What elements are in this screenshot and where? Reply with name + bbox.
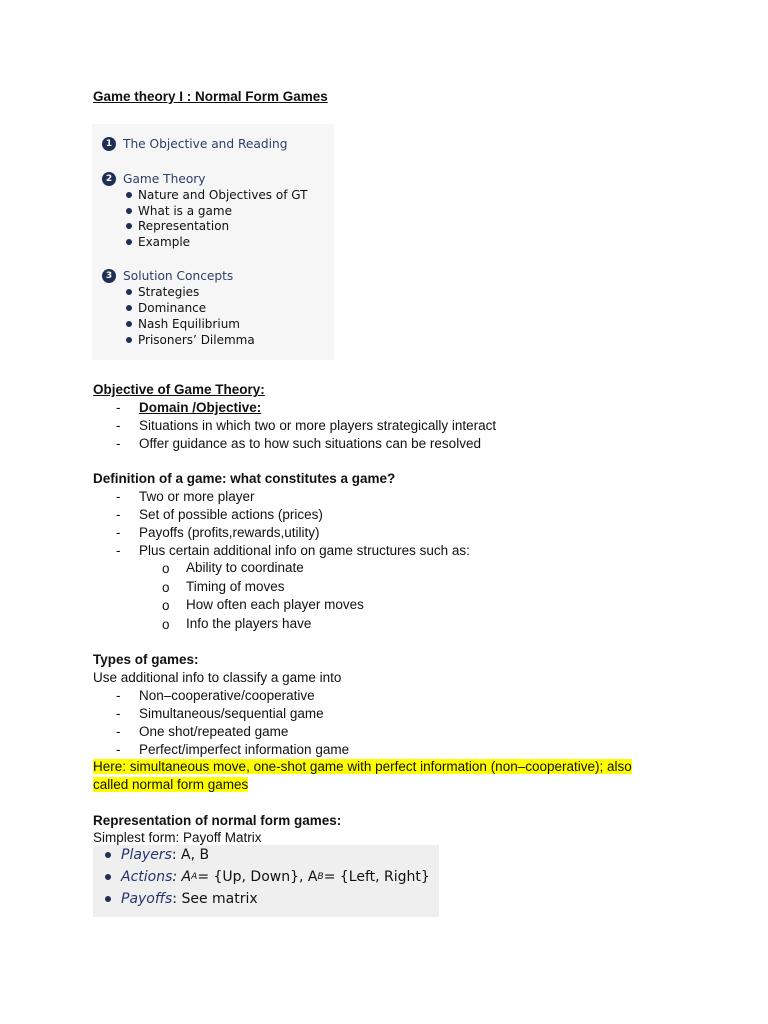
definition-subbullet: Ability to coordinate bbox=[186, 560, 304, 575]
outline-section-2 bbox=[102, 172, 206, 186]
bullet-icon bbox=[126, 208, 132, 214]
outline-item-label: Example bbox=[138, 235, 191, 249]
representation-heading: Representation of normal form games: bbox=[93, 813, 342, 828]
outline-item bbox=[126, 285, 199, 299]
payoffs-value: : See matrix bbox=[172, 891, 258, 907]
players-row bbox=[105, 847, 209, 863]
highlighted-note-line-1 bbox=[93, 758, 632, 775]
bullet-icon bbox=[105, 852, 111, 858]
bullet-icon bbox=[126, 239, 132, 245]
dash-bullet: - bbox=[116, 525, 121, 540]
actions-value: : A bbox=[172, 869, 192, 885]
outline-item bbox=[126, 317, 240, 331]
players-value: : A, B bbox=[171, 847, 210, 863]
section-number-badge: 3 bbox=[102, 269, 116, 283]
dash-bullet: - bbox=[116, 489, 121, 504]
dash-bullet: - bbox=[116, 688, 121, 703]
objective-bullet: Offer guidance as to how such situations can be resolved bbox=[139, 436, 481, 451]
actions-label: Actions bbox=[121, 869, 173, 885]
objective-heading: Objective of Game Theory: bbox=[93, 382, 265, 397]
circle-bullet: o bbox=[162, 561, 170, 576]
outline-item-label: Prisoners’ Dilemma bbox=[138, 333, 255, 347]
outline-section-label: The Objective and Reading bbox=[123, 137, 288, 151]
players-label: Players bbox=[121, 847, 172, 863]
outline-item bbox=[126, 188, 307, 202]
payoffs-label: Payoffs bbox=[121, 891, 173, 907]
bullet-icon bbox=[126, 192, 132, 198]
types-intro: Use additional info to classify a game into bbox=[93, 670, 342, 685]
outline-item bbox=[126, 333, 255, 347]
outline-item bbox=[126, 204, 232, 218]
definition-bullet: Plus certain additional info on game structures such as: bbox=[139, 543, 470, 558]
definition-subbullet: Info the players have bbox=[186, 616, 312, 631]
dash-bullet: - bbox=[116, 436, 121, 451]
types-bullet: Perfect/imperfect information game bbox=[139, 742, 350, 757]
outline-item bbox=[126, 235, 190, 249]
page-title: Game theory I : Normal Form Games bbox=[93, 89, 328, 104]
outline-section-label: Game Theory bbox=[123, 172, 206, 186]
dash-bullet: - bbox=[116, 543, 121, 558]
outline-item-label: What is a game bbox=[138, 204, 232, 218]
definition-subbullet: Timing of moves bbox=[186, 579, 285, 594]
bullet-icon bbox=[105, 896, 111, 902]
definition-bullet: Set of possible actions (prices) bbox=[139, 507, 323, 522]
section-number-badge: 2 bbox=[102, 172, 116, 186]
dash-bullet: - bbox=[116, 742, 121, 757]
outline-image bbox=[92, 124, 334, 360]
highlighted-text: called normal form games bbox=[93, 777, 249, 792]
bullet-icon bbox=[105, 874, 111, 880]
actions-set-a: = {Up, Down}, A bbox=[197, 869, 318, 885]
payoff-definition-image bbox=[93, 845, 439, 917]
objective-domain: Domain /Objective: bbox=[139, 400, 262, 415]
section-number-badge: 1 bbox=[102, 137, 116, 151]
outline-item-label: Nature and Objectives of GT bbox=[138, 188, 308, 202]
outline-section-3 bbox=[102, 269, 233, 283]
highlighted-note-line-2 bbox=[93, 776, 248, 793]
outline-item-label: Dominance bbox=[138, 301, 207, 315]
circle-bullet: o bbox=[162, 617, 170, 632]
circle-bullet: o bbox=[162, 580, 170, 595]
actions-row bbox=[105, 869, 430, 885]
types-bullet: Simultaneous/sequential game bbox=[139, 706, 324, 721]
dash-bullet: - bbox=[116, 724, 121, 739]
dash-bullet: - bbox=[116, 400, 121, 415]
definition-heading: Definition of a game: what constitutes a game? bbox=[93, 471, 396, 486]
definition-bullet: Two or more player bbox=[139, 489, 255, 504]
outline-section-label: Solution Concepts bbox=[123, 269, 234, 283]
dash-bullet: - bbox=[116, 418, 121, 433]
outline-item-label: Strategies bbox=[138, 285, 200, 299]
dash-bullet: - bbox=[116, 507, 121, 522]
bullet-icon bbox=[126, 321, 132, 327]
outline-section-1 bbox=[102, 137, 287, 151]
outline-item-label: Representation bbox=[138, 219, 230, 233]
bullet-icon bbox=[126, 289, 132, 295]
circle-bullet: o bbox=[162, 598, 170, 613]
definition-subbullet: How often each player moves bbox=[186, 597, 364, 612]
outline-item-label: Nash Equilibrium bbox=[138, 317, 240, 331]
subscript: B bbox=[317, 872, 324, 882]
actions-set-b: = {Left, Right} bbox=[323, 869, 430, 885]
outline-item bbox=[126, 219, 229, 233]
types-heading: Types of games: bbox=[93, 652, 199, 667]
objective-bullet: Situations in which two or more players strategically interact bbox=[139, 418, 497, 433]
definition-bullet: Payoffs (profits,rewards,utility) bbox=[139, 525, 320, 540]
dash-bullet: - bbox=[116, 706, 121, 721]
types-bullet: Non–cooperative/cooperative bbox=[139, 688, 315, 703]
bullet-icon bbox=[126, 305, 132, 311]
bullet-icon bbox=[126, 337, 132, 343]
payoffs-row bbox=[105, 891, 258, 907]
types-bullet: One shot/repeated game bbox=[139, 724, 289, 739]
highlighted-text: Here: simultaneous move, one-shot game with perfect information (non–cooperative); also bbox=[93, 759, 632, 774]
outline-item bbox=[126, 301, 206, 315]
bullet-icon bbox=[126, 223, 132, 229]
subscript: A bbox=[191, 872, 198, 882]
representation-intro: Simplest form: Payoff Matrix bbox=[93, 830, 262, 845]
